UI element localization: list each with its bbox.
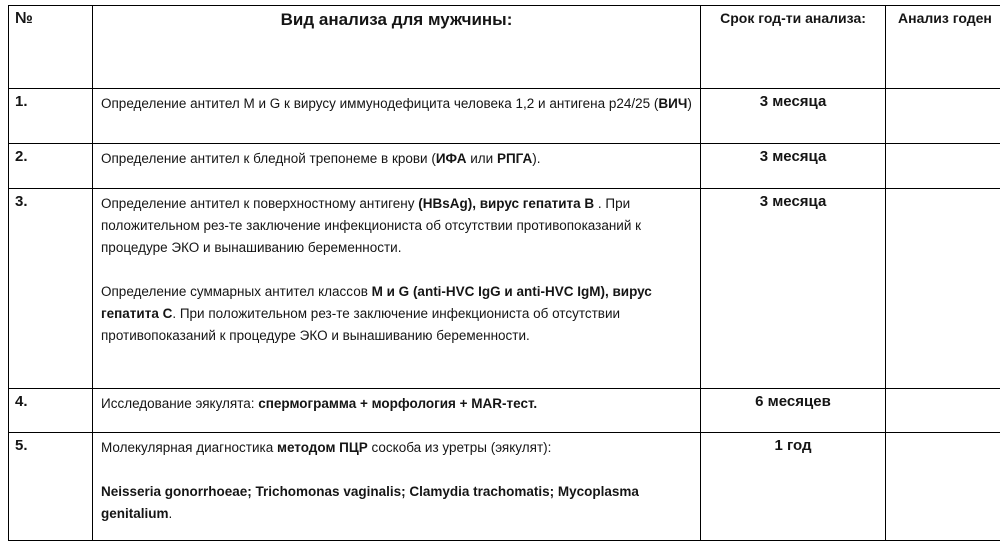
table-row: [9, 89, 1000, 144]
header-validity-period: Срок год-ти анализа:: [701, 6, 886, 89]
table-row: [9, 433, 1000, 541]
table-header-row: [9, 6, 1000, 89]
validity-cell: 3 месяца: [701, 89, 886, 144]
table-row: [9, 189, 1000, 389]
analysis-cell: [93, 433, 701, 541]
valid-until-cell: [886, 189, 1000, 389]
row-number-cell: 5.: [9, 433, 93, 541]
valid-until-cell: [886, 144, 1000, 189]
valid-until-cell: [886, 389, 1000, 433]
header-number: №: [9, 6, 93, 89]
analysis-paragraph: Определение суммарных антител классов М и G (anti-HVC IgG и anti-HVC IgM), вирус гепатита С. При положительном рез-те заключение инфекциониста об отсутствии противопоказаний к процедуре ЭКО и вынашиванию беременности.: [101, 284, 652, 343]
valid-until-cell: [886, 433, 1000, 541]
row-number-cell: 1.: [9, 89, 93, 144]
table-row: [9, 389, 1000, 433]
validity-cell: 6 месяцев: [701, 389, 886, 433]
analysis-cell: [93, 89, 701, 144]
analysis-table: [8, 5, 1000, 541]
analysis-paragraph: Определение антител к поверхностному антигену (HBsAg), вирус гепатита В . При положительном рез-те заключение инфекциониста об отсутствии противопоказаний к процедуре ЭКО и вынашиванию беременности.: [101, 196, 642, 255]
validity-cell: 1 год: [701, 433, 886, 541]
analysis-paragraph: Определение антител М и G к вирусу иммунодефицита человека 1,2 и антигена р24/25 (ВИЧ): [101, 96, 692, 111]
header-valid-until: Анализ годен: [886, 6, 1000, 89]
row-number-cell: 3.: [9, 189, 93, 389]
analysis-paragraph: Neisseria gonorrhoeae; Trichomonas vaginalis; Clamydia trachomatis; Mycoplasma genitalium.: [101, 484, 639, 521]
validity-cell: 3 месяца: [701, 189, 886, 389]
analysis-cell: [93, 189, 701, 389]
row-number-cell: 2.: [9, 144, 93, 189]
validity-cell: 3 месяца: [701, 144, 886, 189]
analysis-paragraph: Молекулярная диагностика методом ПЦР соскоба из уретры (эякулят):: [101, 440, 552, 455]
analysis-paragraph: Исследование эякулята: спермограмма + морфология + MAR-тест.: [101, 396, 538, 411]
valid-until-cell: [886, 89, 1000, 144]
analysis-cell: [93, 144, 701, 189]
table-row: [9, 144, 1000, 189]
analysis-paragraph: Определение антител к бледной трепонеме в крови (ИФА или РПГА).: [101, 151, 541, 166]
analysis-cell: [93, 389, 701, 433]
row-number-cell: 4.: [9, 389, 93, 433]
header-analysis-type: Вид анализа для мужчины:: [93, 6, 701, 89]
